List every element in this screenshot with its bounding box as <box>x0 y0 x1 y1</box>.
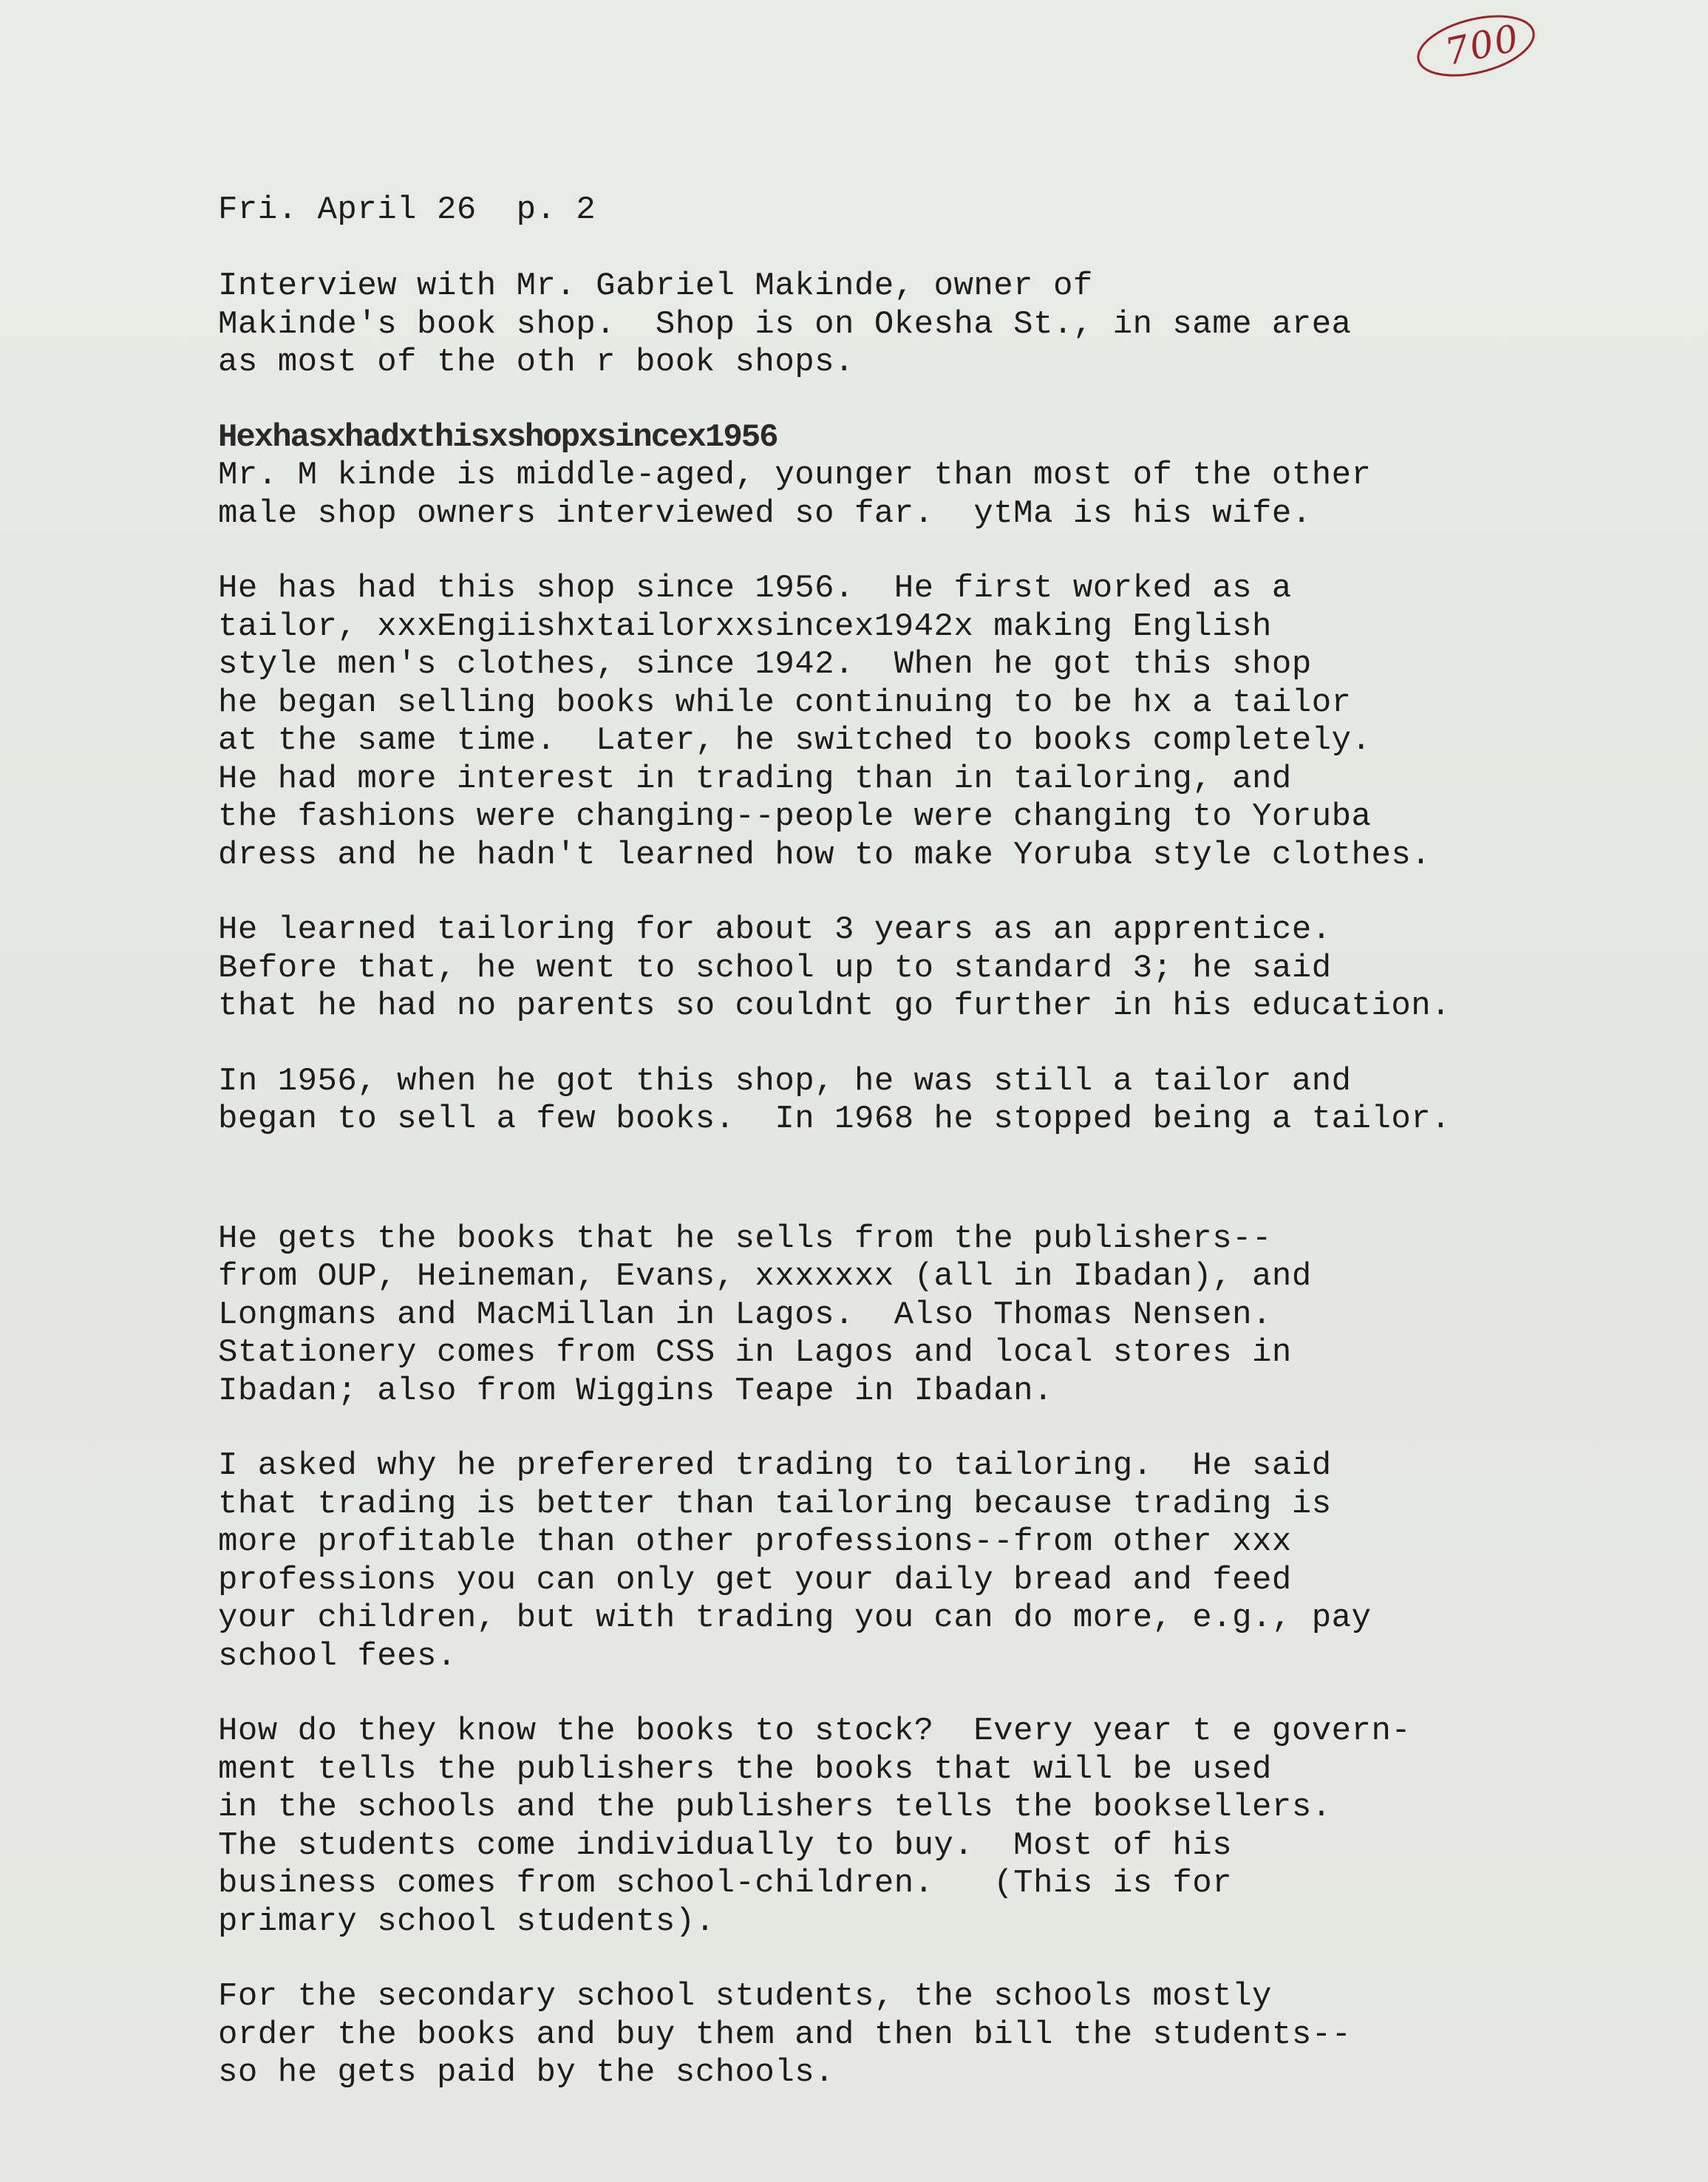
text-line: the fashions were changing--people were changing to Yoruba <box>218 798 1372 835</box>
paragraph-intro <box>218 268 1622 382</box>
text-line: He learned tailoring for about 3 years as an apprentice. <box>218 911 1332 948</box>
text-line: He had more interest in trading than in tailoring, and <box>218 760 1292 798</box>
text-line: primary school students). <box>218 1903 715 1940</box>
text-line: Mr. M kinde is middle-aged, younger than most of the other <box>218 457 1372 494</box>
text-line: as most of the oth r book shops. <box>218 344 854 381</box>
paragraph-stocking <box>218 1713 1622 1941</box>
text-line: He has had this shop since 1956. He first worked as a <box>218 570 1292 607</box>
paragraph-trading <box>218 1447 1622 1676</box>
text-line: business comes from school-children. (This is for <box>218 1865 1233 1902</box>
text-line: order the books and buy them and then bill the students-- <box>218 2016 1352 2053</box>
text-line: How do they know the books to stock? Every year t e govern- <box>218 1713 1412 1750</box>
text-line: dress and he hadn't learned how to make Yoruba style clothes. <box>218 836 1432 874</box>
paragraph-transition <box>218 1063 1622 1139</box>
text-line: that he had no parents so couldnt go further in his education. <box>218 988 1452 1024</box>
text-line: school fees. <box>218 1637 457 1675</box>
text-line: In 1956, when he got this shop, he was still a tailor and <box>218 1062 1352 1100</box>
struck-out-line: Hexhasxhadxthisxshopxsincex1956 <box>218 418 778 456</box>
text-line: For the secondary school students, the schools mostly <box>218 1978 1272 2015</box>
text-line: Interview with Mr. Gabriel Makinde, owner of <box>218 268 1093 305</box>
text-line: Longmans and MacMillan in Lagos. Also Thomas Nensen. <box>218 1296 1272 1333</box>
text-line: He gets the books that he sells from the publishers-- <box>218 1220 1272 1257</box>
typed-notes <box>218 191 1622 2130</box>
text-line: began to sell a few books. In 1968 he stopped being a tailor. <box>218 1101 1452 1138</box>
page-number-stamp <box>1408 7 1541 81</box>
text-line: tailor, xxxEngiishxtailorxxsincex1942x making English <box>218 608 1272 645</box>
page-heading: Fri. April 26 p. 2 <box>218 191 596 228</box>
page-number-text: 700 <box>1441 16 1524 74</box>
text-line: The students come individually to buy. Most of his <box>218 1826 1233 1864</box>
text-line: Ibadan; also from Wiggins Teape in Ibadan. <box>218 1372 1053 1410</box>
paragraph-secondary <box>218 1978 1622 2093</box>
text-line: more profitable than other professions--from other xxx <box>218 1523 1292 1560</box>
text-line: style men's clothes, since 1942. When he got this shop <box>218 646 1312 683</box>
paragraph-history <box>218 570 1622 874</box>
text-line: in the schools and the publishers tells the booksellers. <box>218 1789 1332 1826</box>
paragraph-description <box>218 419 1622 534</box>
text-line: I asked why he preferered trading to tailoring. He said <box>218 1447 1332 1484</box>
text-line: so he gets paid by the schools. <box>218 2054 835 2091</box>
text-line: at the same time. Later, he switched to books completely. <box>218 722 1372 759</box>
text-line: that trading is better than tailoring because trading is <box>218 1485 1332 1523</box>
text-line: your children, but with trading you can do more, e.g., pay <box>218 1600 1372 1637</box>
text-line: Makinde's book shop. Shop is on Okesha St., in same area <box>218 305 1352 343</box>
text-line: Before that, he went to school up to standard 3; he said <box>218 949 1332 987</box>
text-line: Stationery comes from CSS in Lagos and local stores in <box>218 1334 1292 1371</box>
text-line: he began selling books while continuing to be hx a tailor <box>218 684 1352 721</box>
text-line: professions you can only get your daily bread and feed <box>218 1561 1292 1599</box>
paragraph-apprenticeship <box>218 911 1622 1026</box>
text-line: male shop owners interviewed so far. ytMa is his wife. <box>218 494 1312 532</box>
paragraph-suppliers <box>218 1220 1622 1411</box>
text-line: ment tells the publishers the books that will be used <box>218 1750 1272 1788</box>
text-line: from OUP, Heineman, Evans, xxxxxxx (all in Ibadan), and <box>218 1258 1312 1295</box>
